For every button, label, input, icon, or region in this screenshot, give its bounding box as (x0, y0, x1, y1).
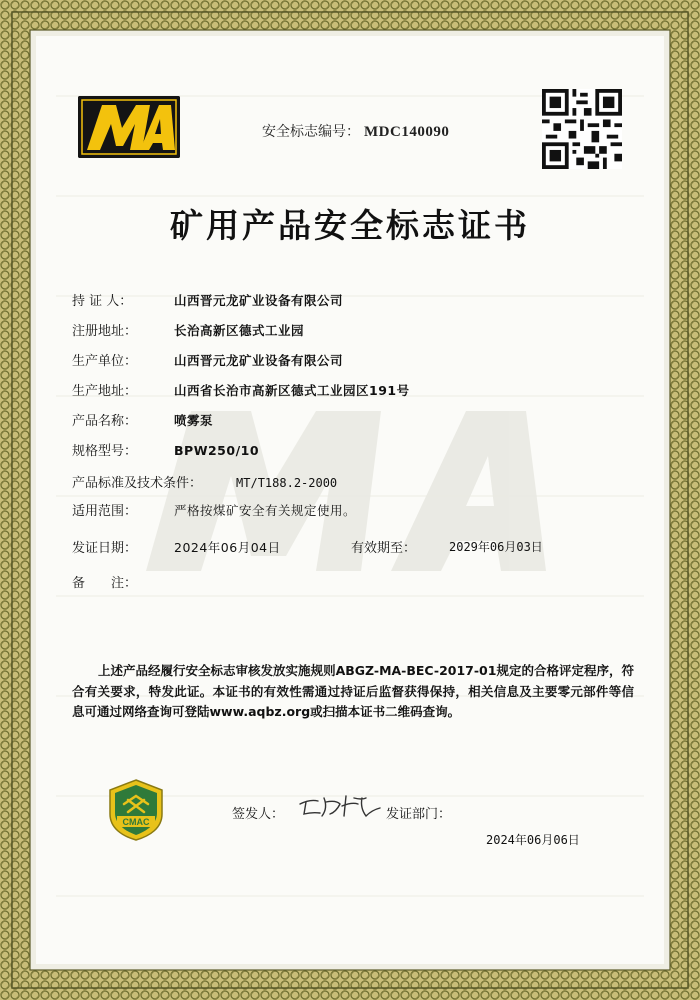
qr-code[interactable] (542, 89, 622, 169)
issue-date-row (72, 537, 281, 556)
model-row (72, 440, 259, 459)
holder-row (72, 290, 343, 309)
cmac-seal-text: CMAC (122, 817, 150, 827)
standard-row (72, 472, 337, 491)
remarks-label: 备 注： (72, 576, 138, 591)
sign-date: 2024年06月06日 (486, 833, 580, 847)
product-name-value: 喷雾泵 (174, 413, 214, 428)
production-address-value: 山西省长治市高新区德式工业园区191号 (174, 383, 410, 398)
manufacturer-value: 山西晋元龙矿业设备有限公司 (174, 353, 344, 368)
manufacturer-label: 生产单位： (72, 354, 138, 369)
issuing-dept-label: 发证部门： (386, 807, 452, 822)
cert-number-label: 安全标志编号： (262, 124, 360, 140)
registered-address-value: 长治高新区德式工业园 (174, 323, 305, 338)
registered-address-label: 注册地址： (72, 324, 138, 339)
scope-label: 适用范围： (72, 504, 138, 519)
production-address-row (72, 380, 410, 399)
certification-statement: 上述产品经履行安全标志审核发放实施规则ABGZ-MA-BEC-2017-01规定的合格评定程序，符合有关要求，特发此证。本证书的有效性需通过持证后监督获得保持，相关信息及主要零元部件等信息可通过网络查询可登陆www.aqbz.org或扫描本证书二维码查询。 (72, 663, 634, 719)
handwritten-signature (296, 790, 386, 820)
valid-until-value: 2029年06月03日 (449, 540, 543, 554)
production-address-label: 生产地址： (72, 384, 138, 399)
scope-row (72, 500, 356, 519)
cert-number (262, 121, 449, 141)
product-name-row (72, 410, 213, 429)
standard-value: MT/T188.2-2000 (236, 476, 338, 490)
registered-address-row (72, 320, 304, 339)
product-name-label: 产品名称： (72, 414, 138, 429)
standard-label: 产品标准及技术条件： (72, 476, 203, 491)
issue-date-value: 2024年06月04日 (174, 540, 281, 555)
model-value: BPW250/10 (174, 443, 260, 458)
manufacturer-row (72, 350, 343, 369)
cmac-seal (108, 778, 164, 842)
model-label: 规格型号： (72, 444, 138, 459)
signer-label: 签发人： (232, 807, 285, 822)
ma-logo (78, 96, 180, 158)
cert-number-value: MDC140090 (364, 124, 450, 140)
scope-value: 严格按煤矿安全有关规定使用。 (174, 503, 357, 518)
holder-value: 山西晋元龙矿业设备有限公司 (174, 293, 344, 308)
issue-date-label: 发证日期： (72, 541, 138, 556)
holder-label: 持 证 人： (72, 294, 133, 309)
certificate-title: 矿用产品安全标志证书 (170, 206, 530, 245)
remarks-row (72, 572, 174, 591)
valid-until-label: 有效期至： (351, 541, 417, 556)
